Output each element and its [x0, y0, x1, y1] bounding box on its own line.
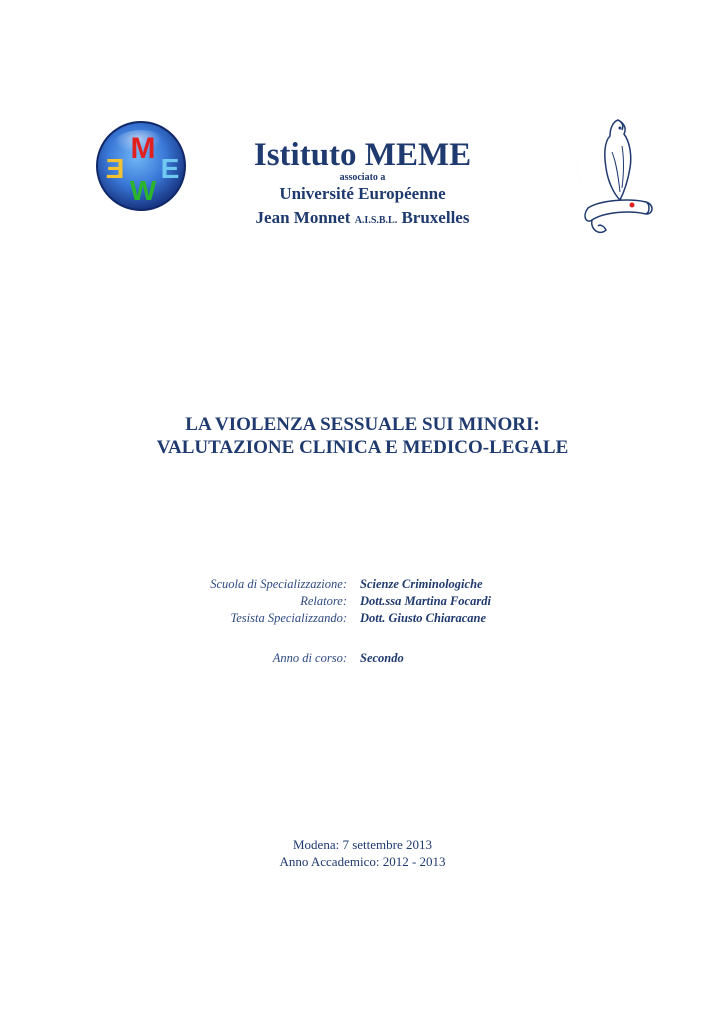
details-value: Dott.ssa Martina Focardi	[360, 594, 491, 608]
details-label: Anno di corso:	[272, 651, 347, 665]
thesis-title-line2: VALUTAZIONE CLINICA E MEDICO-LEGALE	[156, 437, 569, 458]
details-value: Dott. Giusto Chiaracane	[360, 611, 487, 625]
details-value: Scienze Criminologiche	[360, 577, 483, 591]
thesis-title-line1: LA VIOLENZA SESSUALE SUI MINORI:	[185, 414, 540, 435]
details-label: Relatore:	[300, 594, 347, 608]
logo-letter-e-left: E	[105, 153, 125, 184]
university-loc-part1: Jean Monnet	[255, 208, 351, 227]
footer-date: Modena: 7 settembre 2013	[293, 837, 432, 852]
university-loc-part2: Bruxelles	[401, 208, 470, 227]
logo-letter-w-bottom: W	[129, 175, 157, 206]
university-location	[0, 207, 725, 232]
details-label: Tesista Specializzando:	[230, 611, 347, 625]
logo-letter-e-right: E	[160, 153, 180, 184]
university-name: Université Européenne	[279, 184, 446, 203]
details-row-student	[0, 609, 725, 627]
details-value: Secondo	[360, 651, 404, 665]
details-row-school	[0, 575, 725, 593]
footer-academic-year: Anno Accademico: 2012 - 2013	[279, 854, 446, 869]
thesis-title	[0, 413, 725, 459]
details-row-supervisor	[0, 592, 725, 610]
associated-label: associato a	[339, 172, 386, 183]
details-label: Scuola di Specializzazione:	[210, 577, 347, 591]
institute-title: Istituto MEME	[253, 137, 472, 173]
logo-letter-m-top: M	[130, 132, 156, 165]
university-loc-small: A.I.S.B.L.	[354, 215, 398, 226]
details-row-course-year	[0, 649, 725, 667]
